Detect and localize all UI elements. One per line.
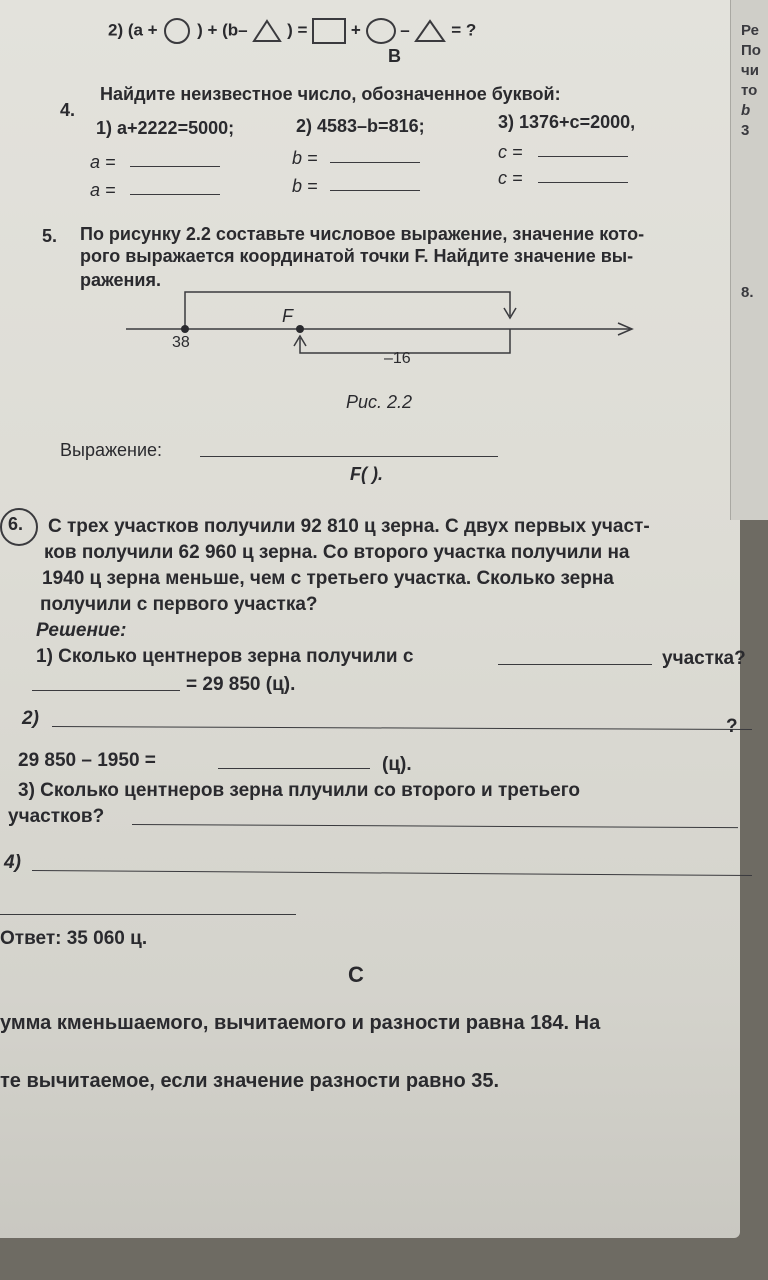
task4-b1-blank[interactable] bbox=[330, 162, 420, 163]
task5-line2: рого выражается координатой точки F. Найдите значение вы- bbox=[80, 246, 634, 266]
circle-shape bbox=[164, 18, 190, 44]
task6-line2: ков получили 62 960 ц зерна. Со второго участка получили на bbox=[44, 542, 630, 563]
step1-answer-blank[interactable] bbox=[32, 690, 180, 691]
task4-eq1: 1) a+2222=5000; bbox=[96, 118, 235, 138]
adjacent-text-7: 8. bbox=[741, 284, 754, 301]
expression-blank[interactable] bbox=[200, 456, 498, 457]
step1-question: 1) Сколько центнеров зерна получили с bbox=[36, 646, 414, 667]
step-label: –16 bbox=[384, 350, 411, 367]
point-f bbox=[296, 325, 304, 333]
step1-question-end: участка? bbox=[662, 648, 746, 669]
task4-a2-label: a = bbox=[90, 180, 116, 200]
task4-a1-label: a = bbox=[90, 152, 116, 172]
task4-c1-label: c = bbox=[498, 142, 523, 162]
adjacent-text-1: Ре bbox=[741, 22, 759, 39]
top-equation bbox=[108, 18, 476, 44]
task4-a1-blank[interactable] bbox=[130, 166, 220, 167]
top-q: = ? bbox=[451, 20, 477, 40]
task6-line1: С трех участков получили 92 810 ц зерна. С двух первых участ- bbox=[48, 516, 650, 537]
task4-number: 4. bbox=[60, 100, 76, 120]
expression-label: Выражение: bbox=[60, 440, 163, 460]
point-38-label: 38 bbox=[172, 334, 190, 351]
task6-number: 6. bbox=[8, 514, 24, 534]
figure-caption: Рис. 2.2 bbox=[346, 392, 413, 412]
top-eq-b: ) + (b– bbox=[197, 20, 248, 40]
taskC-line1: умма кменьшаемого, вычитаемого и разности равна 184. На bbox=[0, 1012, 601, 1034]
square-shape bbox=[312, 18, 346, 44]
top-eq-text: 2) (a + bbox=[108, 20, 158, 40]
task5-number: 5. bbox=[42, 226, 58, 246]
point-f-label: F bbox=[282, 306, 293, 326]
step2-blank[interactable] bbox=[52, 726, 752, 730]
triangle-shape-2 bbox=[414, 19, 446, 43]
triangle-shape bbox=[252, 19, 282, 43]
adjacent-text-4: то bbox=[741, 82, 758, 99]
step3-question: 3) Сколько центнеров зерна плучили со второго и третьего bbox=[18, 780, 581, 801]
top-plus: + bbox=[350, 20, 361, 40]
step1-blank[interactable] bbox=[498, 664, 652, 665]
step2-unit: (ц). bbox=[382, 754, 412, 775]
adjacent-page-strip bbox=[730, 0, 768, 520]
step1-result: = 29 850 (ц). bbox=[186, 674, 296, 695]
task4-c1-blank[interactable] bbox=[538, 156, 628, 157]
task6-line4: получили с первого участка? bbox=[40, 594, 318, 615]
step4-blank-2[interactable] bbox=[0, 914, 296, 915]
step4-label: 4) bbox=[4, 852, 21, 873]
task4-text: Найдите неизвестное число, обозначенное буквой: bbox=[100, 84, 561, 104]
task4-eq3: 3) 1376+c=2000, bbox=[498, 112, 636, 132]
section-c-heading: C bbox=[348, 962, 364, 987]
step4-blank[interactable] bbox=[32, 870, 752, 876]
adjacent-text-3: чи bbox=[741, 62, 759, 79]
task4-b1-label: b = bbox=[292, 148, 318, 168]
step3-blank[interactable] bbox=[132, 824, 738, 828]
step2-calc: 29 850 – 1950 = bbox=[18, 750, 156, 771]
task6-answer: Ответ: 35 060 ц. bbox=[0, 928, 148, 949]
figure-2-2-number-line bbox=[110, 286, 650, 372]
task4-a2-blank[interactable] bbox=[130, 194, 220, 195]
task5-line3: ражения. bbox=[80, 270, 161, 290]
task5-answer: F( ). bbox=[350, 464, 383, 484]
task5-line1: По рисунку 2.2 составьте числовое выражение, значение кото- bbox=[80, 224, 645, 244]
top-eq-sign: ) = bbox=[287, 20, 308, 40]
top-minus: – bbox=[400, 20, 410, 40]
taskC-line2: те вычитаемое, если значение разности равно 35. bbox=[0, 1070, 500, 1092]
task4-c2-blank[interactable] bbox=[538, 182, 628, 183]
task4-c2-label: c = bbox=[498, 168, 523, 188]
jump-arrow-forward bbox=[185, 292, 510, 329]
solution-label: Решение: bbox=[36, 620, 127, 641]
adjacent-text-2: По bbox=[741, 42, 761, 59]
task4-b2-label: b = bbox=[292, 176, 318, 196]
step2-label: 2) bbox=[22, 708, 39, 729]
adjacent-text-5: b bbox=[741, 102, 751, 119]
point-38 bbox=[181, 325, 189, 333]
step3-question-end: участков? bbox=[8, 806, 105, 827]
adjacent-text-6: 3 bbox=[741, 122, 750, 139]
circle-shape-2 bbox=[366, 18, 396, 44]
step2-answer-blank[interactable] bbox=[218, 768, 370, 769]
task4-b2-blank[interactable] bbox=[330, 190, 420, 191]
step2-q-mark: ? bbox=[726, 716, 738, 737]
task4-eq2: 2) 4583–b=816; bbox=[296, 116, 425, 136]
section-b-heading: B bbox=[388, 46, 401, 66]
task6-line3: 1940 ц зерна меньше, чем с третьего участка. Сколько зерна bbox=[42, 568, 614, 589]
